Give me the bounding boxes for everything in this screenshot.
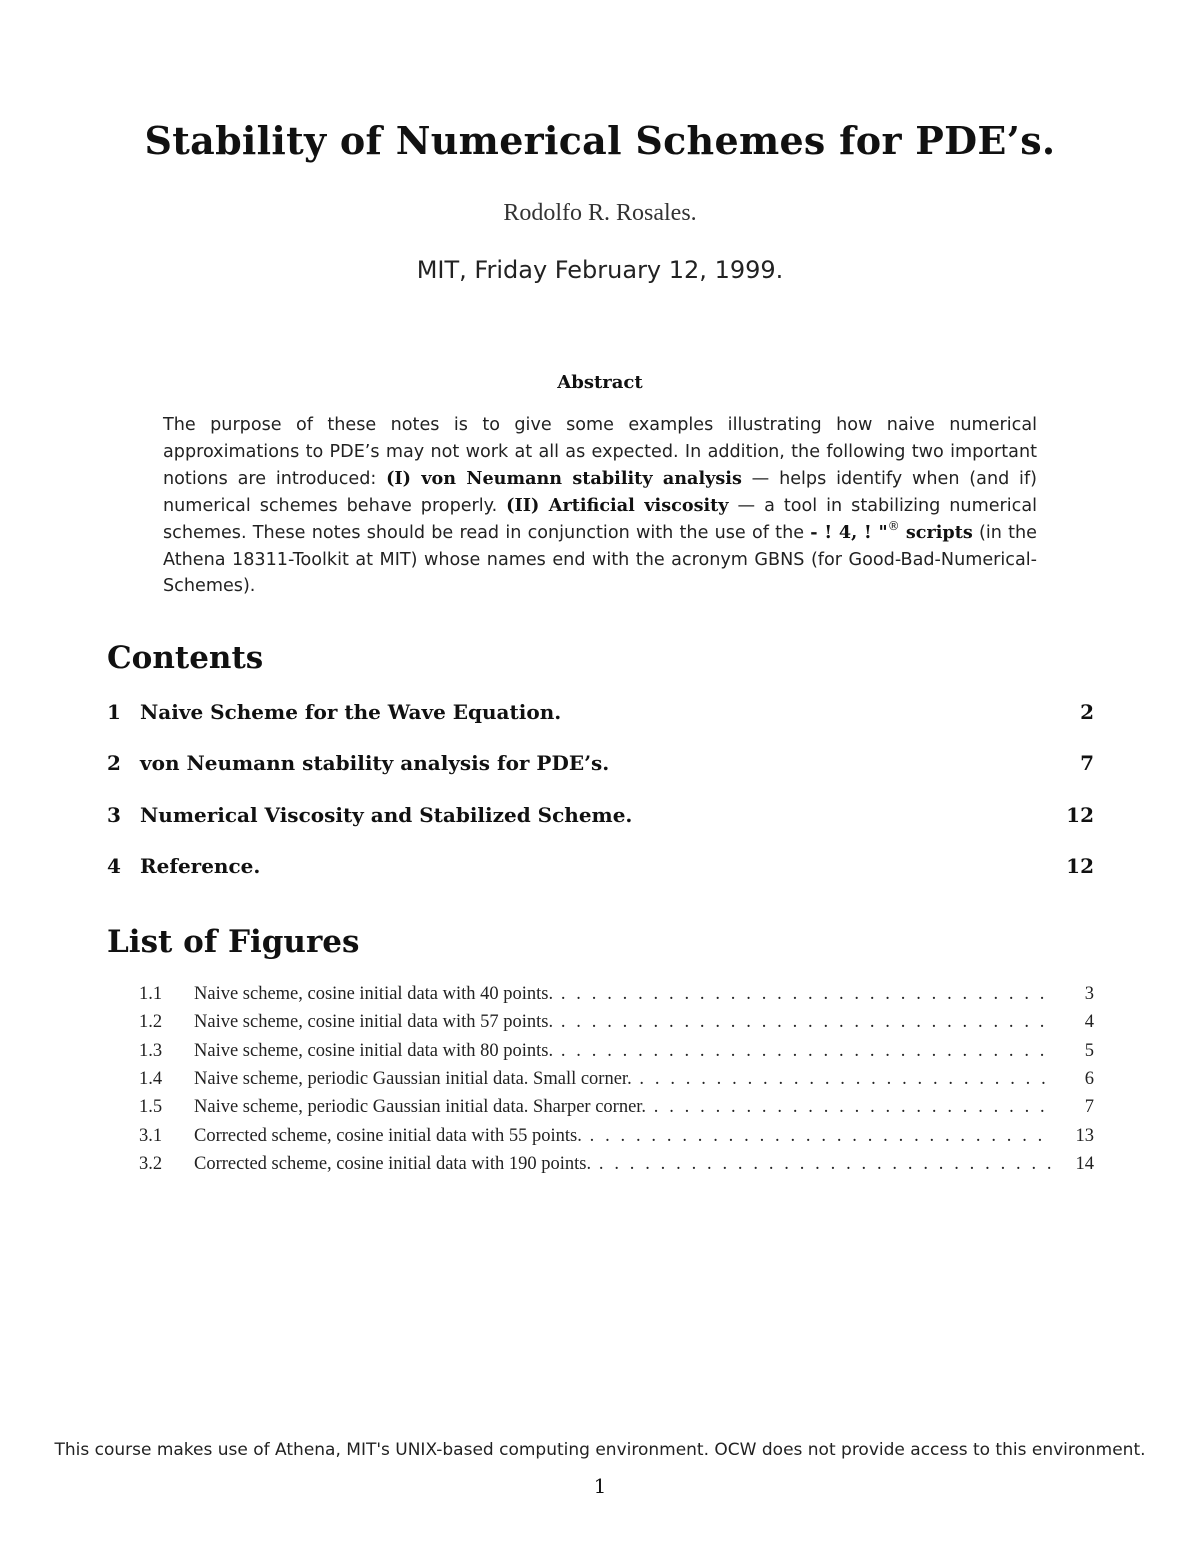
- abstract-text: — a tool in stabilizing numerical schemes. These notes should be read in conjunction with the use of the: [163, 495, 1037, 543]
- abstract-term-scripts: scripts: [905, 521, 973, 543]
- abstract-text: — helps identify when (and if) numerical schemes behave properly.: [163, 468, 1038, 516]
- figure-caption: Corrected scheme, cosine initial data with 55 points. . . .: [194, 1126, 1051, 1147]
- abstract-term-von-neumann: (I) von Neumann stability analysis: [386, 467, 742, 489]
- abstract-body: [163, 412, 1037, 600]
- toc-title: von Neumann stability analysis for PDE’s.: [140, 751, 610, 775]
- paper-date: MIT, Friday February 12, 1999.: [416, 256, 784, 284]
- figure-caption: Naive scheme, periodic Gaussian initial data. Sharper corner. . . .: [194, 1097, 1051, 1118]
- figure-caption: Naive scheme, periodic Gaussian initial data. Small corner. . . .: [194, 1069, 1051, 1090]
- author-name: Rodolfo R. Rosales.: [503, 200, 697, 226]
- figure-caption: Naive scheme, cosine initial data with 40 points. . . .: [194, 984, 1051, 1005]
- toc-page: 12: [1066, 803, 1094, 827]
- figure-list-entry[interactable]: [139, 1069, 1094, 1095]
- figure-list-entry[interactable]: [139, 1097, 1094, 1123]
- toc-page: 12: [1066, 854, 1094, 878]
- figure-page: 6: [1084, 1069, 1094, 1089]
- figure-number: 1.2: [139, 1012, 163, 1032]
- figure-list-entry[interactable]: [139, 1041, 1094, 1067]
- toc-entry[interactable]: [107, 700, 1094, 730]
- abstract-heading: Abstract: [557, 372, 643, 393]
- abstract-text: The purpose of these notes is to give some examples illustrating how naive numerical approximations to PDE’s may not work at all as expected. In addition, the following two important notions are introduced:: [163, 415, 1037, 489]
- footer-notice: This course makes use of Athena, MIT's UNIX-based computing environment. OCW does not provide access to this environment.: [54, 1440, 1146, 1460]
- figure-page: 5: [1084, 1041, 1094, 1061]
- figure-list-entry[interactable]: [139, 1126, 1094, 1152]
- list-of-figures-heading: List of Figures: [107, 924, 360, 960]
- toc-number: 2: [107, 751, 121, 775]
- toc-number: 4: [107, 854, 121, 878]
- abstract-term-artificial-viscosity: (II) Artificial viscosity: [506, 494, 729, 516]
- toc-number: 3: [107, 803, 121, 827]
- toc-entry[interactable]: [107, 854, 1094, 884]
- figure-number: 3.1: [139, 1126, 163, 1146]
- figure-list-entry[interactable]: [139, 1154, 1094, 1180]
- figure-caption: Naive scheme, cosine initial data with 80 points. . . .: [194, 1041, 1051, 1062]
- toc-number: 1: [107, 700, 121, 724]
- figure-number: 1.5: [139, 1097, 163, 1117]
- figure-number: 1.4: [139, 1069, 163, 1089]
- figure-page: 4: [1084, 1012, 1094, 1032]
- figure-list-entry[interactable]: [139, 1012, 1094, 1038]
- abstract-text: (in the Athena 18311-Toolkit at MIT) whose names end with the acronym GBNS (for Good-Bad-Numerical-Schemes).: [163, 522, 1037, 597]
- toc-entry[interactable]: [107, 803, 1094, 833]
- toc-page: 7: [1080, 751, 1094, 775]
- figure-number: 1.3: [139, 1041, 163, 1061]
- paper-title: Stability of Numerical Schemes for PDE’s.: [144, 118, 1056, 163]
- toc-page: 2: [1080, 700, 1094, 724]
- abstract-software-name: - ! 4, ! ": [810, 521, 888, 543]
- registered-mark: ®: [887, 518, 900, 533]
- toc-title: Numerical Viscosity and Stabilized Scheme.: [140, 803, 633, 827]
- page-number: 1: [593, 1474, 607, 1498]
- figure-list-entry[interactable]: [139, 984, 1094, 1010]
- figure-number: 1.1: [139, 984, 163, 1004]
- figure-page: 3: [1084, 984, 1094, 1004]
- figure-caption: Corrected scheme, cosine initial data with 190 points. . . .: [194, 1154, 1051, 1175]
- figure-caption: Naive scheme, cosine initial data with 57 points. . . .: [194, 1012, 1051, 1033]
- toc-entry[interactable]: [107, 751, 1094, 781]
- figure-page: 13: [1075, 1126, 1094, 1146]
- toc-title: Naive Scheme for the Wave Equation.: [140, 700, 562, 724]
- contents-heading: Contents: [107, 640, 264, 676]
- figure-page: 7: [1084, 1097, 1094, 1117]
- figure-number: 3.2: [139, 1154, 163, 1174]
- toc-title: Reference.: [140, 854, 261, 878]
- figure-page: 14: [1075, 1154, 1094, 1174]
